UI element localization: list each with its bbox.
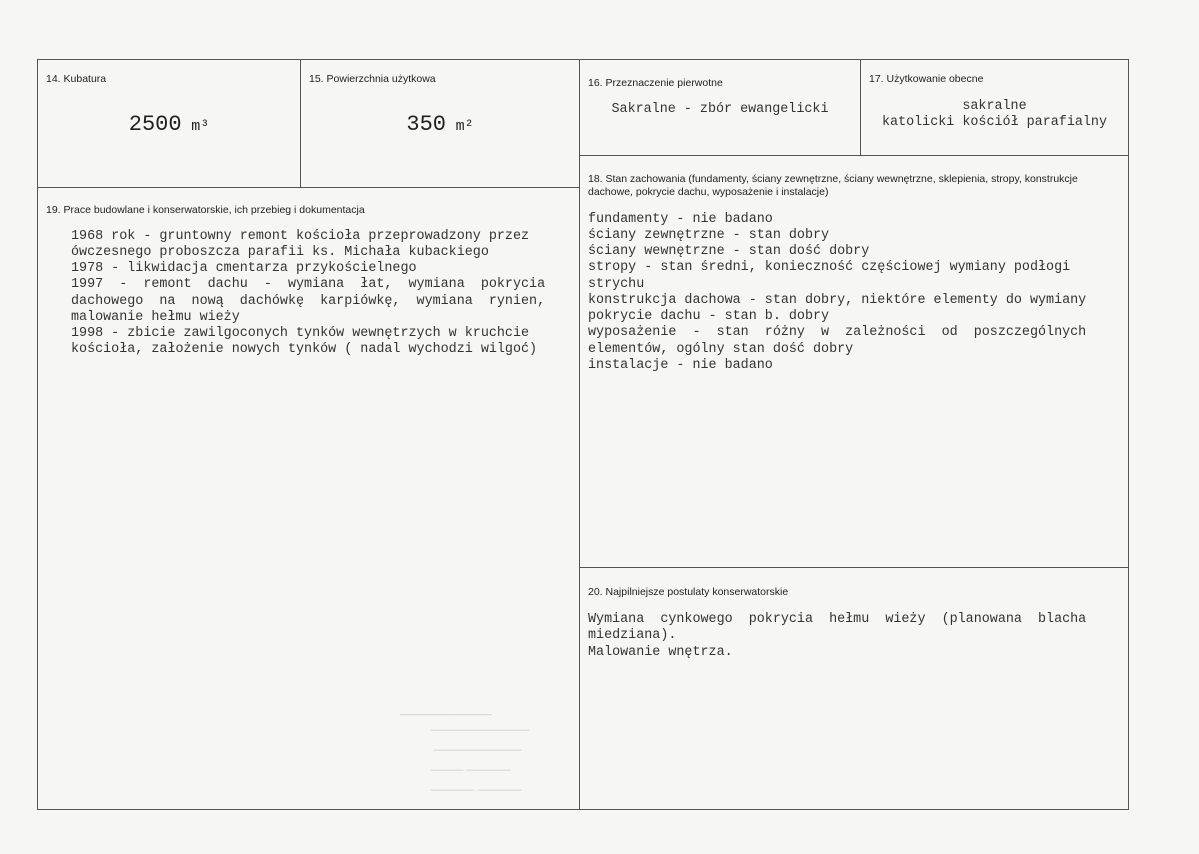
field-17-line-2: katolicki kościół parafialny bbox=[882, 115, 1107, 130]
field-20-postulaty bbox=[579, 567, 1129, 810]
field-20-line-2: miedziana). bbox=[588, 628, 677, 643]
field-17-line-1: sakralne bbox=[962, 99, 1027, 114]
field-18-line-9: elementów, ogólny stan dość dobry bbox=[588, 342, 854, 357]
show-through-marks: _______________ ————————— ———————— ——— ———— ———— ———— bbox=[400, 704, 530, 796]
field-14-value bbox=[38, 112, 300, 137]
field-20-line-3: Malowanie wnętrza. bbox=[588, 645, 733, 660]
field-17-label: 17. Użytkowanie obecne bbox=[869, 73, 984, 85]
field-14-kubatura bbox=[37, 59, 301, 188]
field-19-line-3: 1978 - likwidacja cmentarza przykościelnego bbox=[71, 261, 417, 276]
field-19-line-2: ówczesnego proboszcza parafii ks. Michała kubackiego bbox=[71, 245, 489, 260]
powierzchnia-number: 350 bbox=[406, 112, 446, 137]
field-18-line-2: ściany zewnętrzne - stan dobry bbox=[588, 228, 830, 243]
field-19-line-6: malowanie hełmu wieży bbox=[71, 310, 240, 325]
field-16-value: Sakralne - zbór ewangelicki bbox=[611, 102, 829, 117]
kubatura-unit: m³ bbox=[191, 118, 210, 135]
field-18-line-10: instalacje - nie badano bbox=[588, 358, 773, 373]
field-15-powierzchnia bbox=[300, 59, 580, 188]
field-19-line-8: kościoła, założenie nowych tynków ( nadal wychodzi wilgoć) bbox=[71, 342, 538, 357]
field-15-value bbox=[301, 112, 579, 137]
field-19-prace bbox=[37, 187, 580, 810]
field-19-line-5: dachowego na nową dachówkę karpiówkę, wymiana rynien, bbox=[71, 294, 546, 309]
field-18-line-7: pokrycie dachu - stan b. dobry bbox=[588, 309, 830, 324]
field-14-label: 14. Kubatura bbox=[46, 73, 107, 85]
powierzchnia-unit: m² bbox=[455, 118, 474, 135]
field-18-line-5: strychu bbox=[588, 277, 645, 292]
field-17-uzytkowanie bbox=[860, 59, 1129, 156]
field-19-line-1: 1968 rok - gruntowny remont kościoła przeprowadzony przez bbox=[71, 229, 530, 244]
field-20-line-1: Wymiana cynkowego pokrycia hełmu wieży (planowana blacha bbox=[588, 612, 1087, 627]
field-19-label: 19. Prace budowlane i konserwatorskie, ich przebieg i dokumentacja bbox=[46, 204, 365, 216]
field-18-label: 18. Stan zachowania (fundamenty, ściany zewnętrzne, ściany wewnętrzne, sklepienia, stropy, konstrukcje dachowe, pokrycie dachu, wyposażenie i instalacje) bbox=[588, 173, 1078, 198]
field-20-label: 20. Najpilniejsze postulaty konserwatorskie bbox=[588, 586, 789, 598]
field-16-przeznaczenie bbox=[579, 59, 861, 156]
field-19-line-7: 1998 - zbicie zawilgoconych tynków wewnętrzych w kruchcie bbox=[71, 326, 530, 341]
field-18-line-6: konstrukcja dachowa - stan dobry, niektóre elementy do wymiany bbox=[588, 293, 1087, 308]
field-18-line-4: stropy - stan średni, konieczność częściowej wymiany podłogi bbox=[588, 260, 1071, 275]
field-18-stan-zachowania bbox=[579, 155, 1129, 568]
field-18-line-3: ściany wewnętrzne - stan dość dobry bbox=[588, 244, 870, 259]
field-18-line-8: wyposażenie - stan różny w zależności od poszczególnych bbox=[588, 325, 1087, 340]
field-19-line-4: 1997 - remont dachu - wymiana łat, wymiana pokrycia bbox=[71, 277, 546, 292]
kubatura-number: 2500 bbox=[128, 112, 182, 137]
field-18-line-1: fundamenty - nie badano bbox=[588, 212, 773, 227]
field-16-label: 16. Przeznaczenie pierwotne bbox=[588, 77, 723, 89]
field-15-label: 15. Powierzchnia użytkowa bbox=[309, 73, 436, 85]
